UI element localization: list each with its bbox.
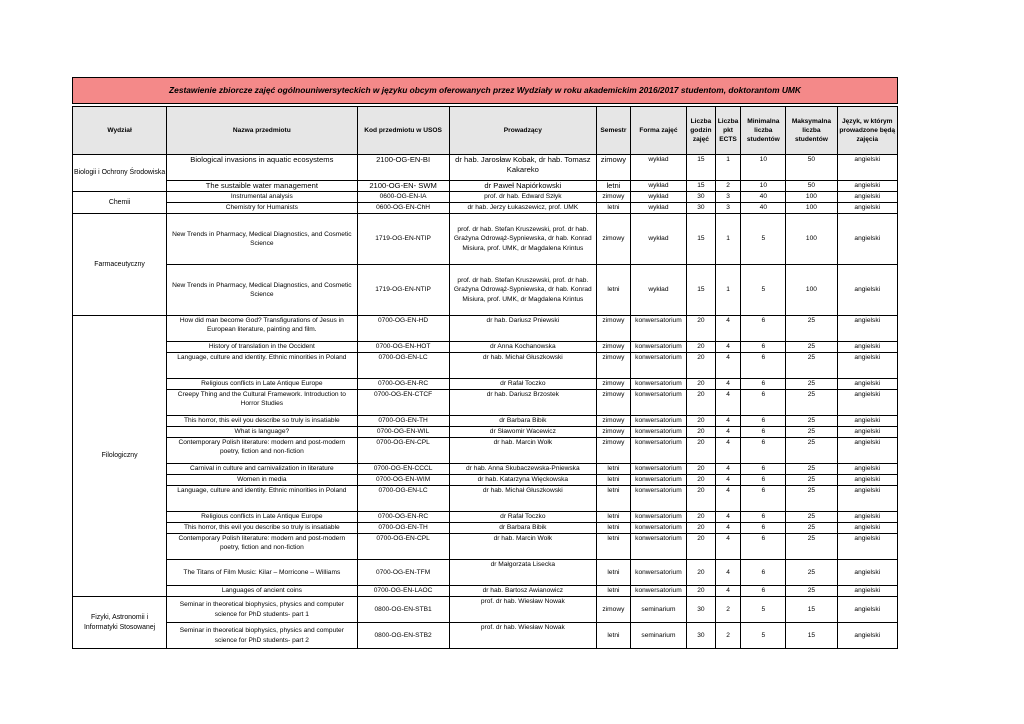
table-row <box>73 390 898 416</box>
min-students-cell: 40 <box>741 192 786 203</box>
course-code-cell: 0800-OG-EN-STB1 <box>357 597 449 623</box>
instructor-cell: dr hab. Anna Skubaczewska-Pniewska <box>449 464 596 475</box>
hours-cell: 20 <box>687 316 716 342</box>
hours-cell: 20 <box>687 523 716 534</box>
class-form-cell: konwersatorium <box>630 486 686 512</box>
course-code-cell: 0700-OG-EN-CTCF <box>357 390 449 416</box>
min-students-cell: 6 <box>741 353 786 379</box>
instructor-cell: dr Małgorzata Lisecka <box>449 560 596 586</box>
semester-cell: zimowy <box>597 379 631 390</box>
ects-cell: 4 <box>715 353 741 379</box>
course-name-cell: Carnival in culture and carnivalization in literature <box>167 464 357 475</box>
ects-cell: 4 <box>715 486 741 512</box>
ects-cell: 4 <box>715 342 741 353</box>
class-form-cell: konwersatorium <box>630 379 686 390</box>
semester-cell: letni <box>597 203 631 214</box>
ects-cell: 1 <box>715 155 741 181</box>
class-form-cell: konwersatorium <box>630 316 686 342</box>
hours-cell: 20 <box>687 353 716 379</box>
semester-cell: zimowy <box>597 316 631 342</box>
class-form-cell: konwersatorium <box>630 416 686 427</box>
class-form-cell: konwersatorium <box>630 464 686 475</box>
hours-cell: 20 <box>687 486 716 512</box>
language-cell: angielski <box>837 214 897 265</box>
min-students-cell: 6 <box>741 523 786 534</box>
max-students-cell: 100 <box>786 265 837 316</box>
header-ects: Liczba pkt ECTS <box>715 107 741 155</box>
max-students-cell: 15 <box>786 623 837 649</box>
ects-cell: 1 <box>715 214 741 265</box>
ects-cell: 4 <box>715 379 741 390</box>
language-cell: angielski <box>837 486 897 512</box>
instructor-cell: dr hab. Michał Głuszkowski <box>449 486 596 512</box>
course-code-cell: 0700-OG-EN-LAOC <box>357 586 449 597</box>
course-name-cell: New Trends in Pharmacy, Medical Diagnostics, and Cosmetic Science <box>167 265 357 316</box>
instructor-cell: prof. dr hab. Wiesław Nowak <box>449 597 596 623</box>
semester-cell: letni <box>597 534 631 560</box>
class-form-cell: konwersatorium <box>630 534 686 560</box>
max-students-cell: 25 <box>786 316 837 342</box>
max-students-cell: 25 <box>786 464 837 475</box>
course-name-cell: New Trends in Pharmacy, Medical Diagnostics, and Cosmetic Science <box>167 214 357 265</box>
language-cell: angielski <box>837 597 897 623</box>
ects-cell: 4 <box>715 534 741 560</box>
instructor-cell: dr hab. Jarosław Kobak, dr hab. Tomasz Kakareko <box>449 155 596 181</box>
language-cell: angielski <box>837 475 897 486</box>
min-students-cell: 6 <box>741 390 786 416</box>
header-kod: Kod przedmiotu w USOS <box>357 107 449 155</box>
course-code-cell: 0800-OG-EN-STB2 <box>357 623 449 649</box>
course-name-cell: Seminar in theoretical biophysics, physics and computer science for PhD students- part 2 <box>167 623 357 649</box>
min-students-cell: 6 <box>741 342 786 353</box>
header-godzin: Liczba godzin zajęć <box>687 107 716 155</box>
hours-cell: 20 <box>687 475 716 486</box>
course-code-cell: 1719-OG-EN-NTIP <box>357 265 449 316</box>
hours-cell: 15 <box>687 155 716 181</box>
table-row <box>73 586 898 597</box>
class-form-cell: konwersatorium <box>630 523 686 534</box>
course-code-cell: 2100-OG-EN- SWM <box>357 181 449 192</box>
header-forma: Forma zajęć <box>630 107 686 155</box>
class-form-cell: wykład <box>630 155 686 181</box>
language-cell: angielski <box>837 155 897 181</box>
min-students-cell: 6 <box>741 475 786 486</box>
course-name-cell: Biological invasions in aquatic ecosystems <box>167 155 357 181</box>
ects-cell: 4 <box>715 512 741 523</box>
instructor-cell: dr hab. Michał Głuszkowski <box>449 353 596 379</box>
table-row <box>73 342 898 353</box>
language-cell: angielski <box>837 265 897 316</box>
semester-cell: zimowy <box>597 416 631 427</box>
instructor-cell: dr Barbara Bibik <box>449 523 596 534</box>
course-name-cell: Language, culture and identity. Ethnic minorities in Poland <box>167 486 357 512</box>
max-students-cell: 100 <box>786 192 837 203</box>
language-cell: angielski <box>837 316 897 342</box>
header-semestr: Semestr <box>597 107 631 155</box>
semester-cell: zimowy <box>597 438 631 464</box>
class-form-cell: konwersatorium <box>630 475 686 486</box>
max-students-cell: 25 <box>786 427 837 438</box>
max-students-cell: 25 <box>786 586 837 597</box>
course-name-cell: History of translation in the Occident <box>167 342 357 353</box>
hours-cell: 30 <box>687 623 716 649</box>
language-cell: angielski <box>837 560 897 586</box>
ects-cell: 4 <box>715 523 741 534</box>
hours-cell: 20 <box>687 438 716 464</box>
table-row <box>73 214 898 265</box>
instructor-cell: dr hab. Dariusz Brzostek <box>449 390 596 416</box>
ects-cell: 2 <box>715 623 741 649</box>
hours-cell: 20 <box>687 390 716 416</box>
ects-cell: 2 <box>715 597 741 623</box>
hours-cell: 20 <box>687 379 716 390</box>
table-row <box>73 560 898 586</box>
semester-cell: letni <box>597 523 631 534</box>
class-form-cell: konwersatorium <box>630 560 686 586</box>
max-students-cell: 25 <box>786 512 837 523</box>
language-cell: angielski <box>837 438 897 464</box>
semester-cell: letni <box>597 486 631 512</box>
class-form-cell: seminarium <box>630 623 686 649</box>
header-max: Maksymalna liczba studentów <box>786 107 837 155</box>
course-name-cell: Religious conflicts in Late Antique Europe <box>167 512 357 523</box>
instructor-cell: dr hab. Katarzyna Więckowska <box>449 475 596 486</box>
course-name-cell: This horror, this evil you describe so truly is insatiable <box>167 416 357 427</box>
ects-cell: 4 <box>715 316 741 342</box>
min-students-cell: 6 <box>741 316 786 342</box>
min-students-cell: 6 <box>741 379 786 390</box>
class-form-cell: konwersatorium <box>630 353 686 379</box>
max-students-cell: 25 <box>786 523 837 534</box>
ects-cell: 4 <box>715 475 741 486</box>
course-code-cell: 0700-OG-EN-CPL <box>357 534 449 560</box>
max-students-cell: 25 <box>786 416 837 427</box>
language-cell: angielski <box>837 390 897 416</box>
hours-cell: 30 <box>687 192 716 203</box>
course-code-cell: 0700-OG-EN-HD <box>357 316 449 342</box>
course-code-cell: 0600-OG-EN-ChH <box>357 203 449 214</box>
course-code-cell: 0700-OG-EN-CPL <box>357 438 449 464</box>
class-form-cell: wykład <box>630 192 686 203</box>
table-row <box>73 512 898 523</box>
instructor-cell: dr hab. Marcin Wołk <box>449 534 596 560</box>
table-row <box>73 486 898 512</box>
table-row <box>73 353 898 379</box>
language-cell: angielski <box>837 523 897 534</box>
instructor-cell: dr Rafał Toczko <box>449 512 596 523</box>
max-students-cell: 25 <box>786 342 837 353</box>
course-code-cell: 0700-OG-EN-CCCL <box>357 464 449 475</box>
course-name-cell: How did man become God? Transfigurations of Jesus in European literature, painting and film. <box>167 316 357 342</box>
table-row <box>73 192 898 203</box>
table-row <box>73 464 898 475</box>
hours-cell: 15 <box>687 214 716 265</box>
language-cell: angielski <box>837 427 897 438</box>
course-summary-sheet <box>72 77 898 649</box>
min-students-cell: 10 <box>741 181 786 192</box>
table-row <box>73 203 898 214</box>
hours-cell: 15 <box>687 265 716 316</box>
hours-cell: 20 <box>687 464 716 475</box>
header-min: Minimalna liczba studentów <box>741 107 786 155</box>
hours-cell: 30 <box>687 597 716 623</box>
min-students-cell: 5 <box>741 623 786 649</box>
language-cell: angielski <box>837 192 897 203</box>
max-students-cell: 25 <box>786 560 837 586</box>
hours-cell: 20 <box>687 586 716 597</box>
language-cell: angielski <box>837 512 897 523</box>
course-name-cell: Religious conflicts in Late Antique Europe <box>167 379 357 390</box>
min-students-cell: 6 <box>741 486 786 512</box>
class-form-cell: wykład <box>630 181 686 192</box>
course-name-cell: The sustaible water management <box>167 181 357 192</box>
course-name-cell: Languages of ancient coins <box>167 586 357 597</box>
max-students-cell: 25 <box>786 353 837 379</box>
max-students-cell: 25 <box>786 534 837 560</box>
hours-cell: 20 <box>687 416 716 427</box>
class-form-cell: konwersatorium <box>630 586 686 597</box>
semester-cell: zimowy <box>597 390 631 416</box>
semester-cell: letni <box>597 586 631 597</box>
language-cell: angielski <box>837 181 897 192</box>
language-cell: angielski <box>837 623 897 649</box>
instructor-cell: dr hab. Bartosz Awianowicz <box>449 586 596 597</box>
course-name-cell: Creepy Thing and the Cultural Framework. Introduction to Horror Studies <box>167 390 357 416</box>
table-row <box>73 623 898 649</box>
ects-cell: 1 <box>715 265 741 316</box>
sheet-title: Zestawienie zbiorcze zajęć ogólnouniwersyteckich w języku obcym oferowanych przez Wydziały w roku akademickim 2016/2017 studentom, doktorantom UMK <box>72 77 898 104</box>
instructor-cell: dr Paweł Napiórkowski <box>449 181 596 192</box>
max-students-cell: 25 <box>786 390 837 416</box>
course-code-cell: 0700-OG-EN-WIL <box>357 427 449 438</box>
course-table <box>72 106 898 649</box>
table-row <box>73 523 898 534</box>
max-students-cell: 50 <box>786 155 837 181</box>
header-nazwa: Nazwa przedmiotu <box>167 107 357 155</box>
semester-cell: letni <box>597 623 631 649</box>
table-row <box>73 155 898 181</box>
course-code-cell: 0700-OG-EN-TH <box>357 523 449 534</box>
min-students-cell: 6 <box>741 534 786 560</box>
max-students-cell: 25 <box>786 486 837 512</box>
hours-cell: 15 <box>687 181 716 192</box>
class-form-cell: wykład <box>630 214 686 265</box>
min-students-cell: 6 <box>741 416 786 427</box>
ects-cell: 4 <box>715 560 741 586</box>
max-students-cell: 25 <box>786 438 837 464</box>
hours-cell: 20 <box>687 512 716 523</box>
instructor-cell: dr Anna Kochanowska <box>449 342 596 353</box>
instructor-cell: prof. dr hab. Stefan Kruszewski, prof. dr hab. Grażyna Odrowąż-Sypniewska, dr hab. Konrad Misiura, prof. UMK, dr Magdalena Krintus <box>449 214 596 265</box>
class-form-cell: konwersatorium <box>630 427 686 438</box>
ects-cell: 4 <box>715 390 741 416</box>
hours-cell: 30 <box>687 203 716 214</box>
semester-cell: zimowy <box>597 597 631 623</box>
course-name-cell: Instrumental analysis <box>167 192 357 203</box>
course-name-cell: This horror, this evil you describe so truly is insatiable <box>167 523 357 534</box>
course-code-cell: 0700-OG-EN-LC <box>357 486 449 512</box>
ects-cell: 2 <box>715 181 741 192</box>
course-code-cell: 1719-OG-EN-NTIP <box>357 214 449 265</box>
semester-cell: zimowy <box>597 342 631 353</box>
instructor-cell: dr hab. Jerzy Łukaszewicz, prof. UMK <box>449 203 596 214</box>
header-row <box>73 107 898 155</box>
table-row <box>73 416 898 427</box>
table-row <box>73 438 898 464</box>
language-cell: angielski <box>837 342 897 353</box>
table-row <box>73 427 898 438</box>
min-students-cell: 5 <box>741 265 786 316</box>
header-jezyk: Język, w którym prowadzone będą zajęcia <box>837 107 897 155</box>
course-code-cell: 0700-OG-EN-TFM <box>357 560 449 586</box>
table-row <box>73 597 898 623</box>
instructor-cell: dr hab. Marcin Wołk <box>449 438 596 464</box>
max-students-cell: 100 <box>786 214 837 265</box>
instructor-cell: dr hab. Dariusz Pniewski <box>449 316 596 342</box>
instructor-cell: prof. dr hab. Edward Szłyk <box>449 192 596 203</box>
class-form-cell: konwersatorium <box>630 512 686 523</box>
ects-cell: 4 <box>715 416 741 427</box>
semester-cell: zimowy <box>597 192 631 203</box>
language-cell: angielski <box>837 379 897 390</box>
class-form-cell: seminarium <box>630 597 686 623</box>
hours-cell: 20 <box>687 560 716 586</box>
course-name-cell: The Titans of Film Music: Kilar – Morricone – Williams <box>167 560 357 586</box>
course-code-cell: 0700-OG-EN-RC <box>357 512 449 523</box>
class-form-cell: wykład <box>630 265 686 316</box>
semester-cell: letni <box>597 512 631 523</box>
table-row <box>73 316 898 342</box>
instructor-cell: dr Rafał Toczko <box>449 379 596 390</box>
language-cell: angielski <box>837 353 897 379</box>
course-name-cell: Contemporary Polish literature: modern and post-modern poetry, fiction and non-fiction <box>167 438 357 464</box>
faculty-cell: Fizyki, Astronomii i Informatyki Stosowanej <box>73 597 167 649</box>
ects-cell: 4 <box>715 438 741 464</box>
language-cell: angielski <box>837 416 897 427</box>
table-row <box>73 534 898 560</box>
class-form-cell: konwersatorium <box>630 438 686 464</box>
ects-cell: 3 <box>715 203 741 214</box>
course-code-cell: 0700-OG-EN-WIM <box>357 475 449 486</box>
header-prowadzacy: Prowadzący <box>449 107 596 155</box>
class-form-cell: wykład <box>630 203 686 214</box>
min-students-cell: 6 <box>741 464 786 475</box>
max-students-cell: 100 <box>786 203 837 214</box>
course-code-cell: 0700-OG-EN-RC <box>357 379 449 390</box>
min-students-cell: 6 <box>741 586 786 597</box>
min-students-cell: 6 <box>741 560 786 586</box>
min-students-cell: 6 <box>741 512 786 523</box>
instructor-cell: dr Barbara Bibik <box>449 416 596 427</box>
semester-cell: zimowy <box>597 155 631 181</box>
table-row <box>73 475 898 486</box>
language-cell: angielski <box>837 534 897 560</box>
hours-cell: 20 <box>687 342 716 353</box>
instructor-cell: prof. dr hab. Wiesław Nowak <box>449 623 596 649</box>
ects-cell: 4 <box>715 586 741 597</box>
course-code-cell: 0700-OG-EN-HOT <box>357 342 449 353</box>
min-students-cell: 40 <box>741 203 786 214</box>
hours-cell: 20 <box>687 534 716 560</box>
semester-cell: letni <box>597 265 631 316</box>
language-cell: angielski <box>837 464 897 475</box>
ects-cell: 4 <box>715 464 741 475</box>
course-name-cell: Language, culture and identity. Ethnic minorities in Poland <box>167 353 357 379</box>
header-wydzial: Wydział <box>73 107 167 155</box>
table-row <box>73 265 898 316</box>
table-row <box>73 181 898 192</box>
table-row <box>73 379 898 390</box>
faculty-cell: Chemii <box>73 192 167 214</box>
semester-cell: zimowy <box>597 427 631 438</box>
semester-cell: letni <box>597 464 631 475</box>
semester-cell: zimowy <box>597 214 631 265</box>
class-form-cell: konwersatorium <box>630 342 686 353</box>
faculty-cell: Biologii i Ochrony Środowiska <box>73 155 167 192</box>
min-students-cell: 5 <box>741 214 786 265</box>
course-name-cell: What is language? <box>167 427 357 438</box>
language-cell: angielski <box>837 586 897 597</box>
max-students-cell: 25 <box>786 379 837 390</box>
course-name-cell: Contemporary Polish literature: modern and post-modern poetry, fiction and non-fiction <box>167 534 357 560</box>
course-code-cell: 0600-OG-EN-IA <box>357 192 449 203</box>
min-students-cell: 6 <box>741 438 786 464</box>
semester-cell: letni <box>597 560 631 586</box>
course-code-cell: 0700-OG-EN-LC <box>357 353 449 379</box>
max-students-cell: 15 <box>786 597 837 623</box>
min-students-cell: 10 <box>741 155 786 181</box>
instructor-cell: prof. dr hab. Stefan Kruszewski, prof. dr hab. Grażyna Odrowąż-Sypniewska, dr hab. Konrad Misiura, prof. UMK, dr Magdalena Krintus <box>449 265 596 316</box>
course-name-cell: Seminar in theoretical biophysics, physics and computer science for PhD students- part 1 <box>167 597 357 623</box>
max-students-cell: 25 <box>786 475 837 486</box>
instructor-cell: dr Sławomir Wacewicz <box>449 427 596 438</box>
course-name-cell: Chemistry for Humanists <box>167 203 357 214</box>
faculty-cell: Filologiczny <box>73 316 167 597</box>
faculty-cell: Farmaceutyczny <box>73 214 167 316</box>
semester-cell: letni <box>597 181 631 192</box>
semester-cell: letni <box>597 475 631 486</box>
course-code-cell: 0700-OG-EN-TH <box>357 416 449 427</box>
min-students-cell: 5 <box>741 597 786 623</box>
min-students-cell: 6 <box>741 427 786 438</box>
class-form-cell: konwersatorium <box>630 390 686 416</box>
ects-cell: 3 <box>715 192 741 203</box>
hours-cell: 20 <box>687 427 716 438</box>
semester-cell: zimowy <box>597 353 631 379</box>
language-cell: angielski <box>837 203 897 214</box>
ects-cell: 4 <box>715 427 741 438</box>
max-students-cell: 50 <box>786 181 837 192</box>
course-code-cell: 2100-OG-EN-BI <box>357 155 449 181</box>
course-name-cell: Women in media <box>167 475 357 486</box>
